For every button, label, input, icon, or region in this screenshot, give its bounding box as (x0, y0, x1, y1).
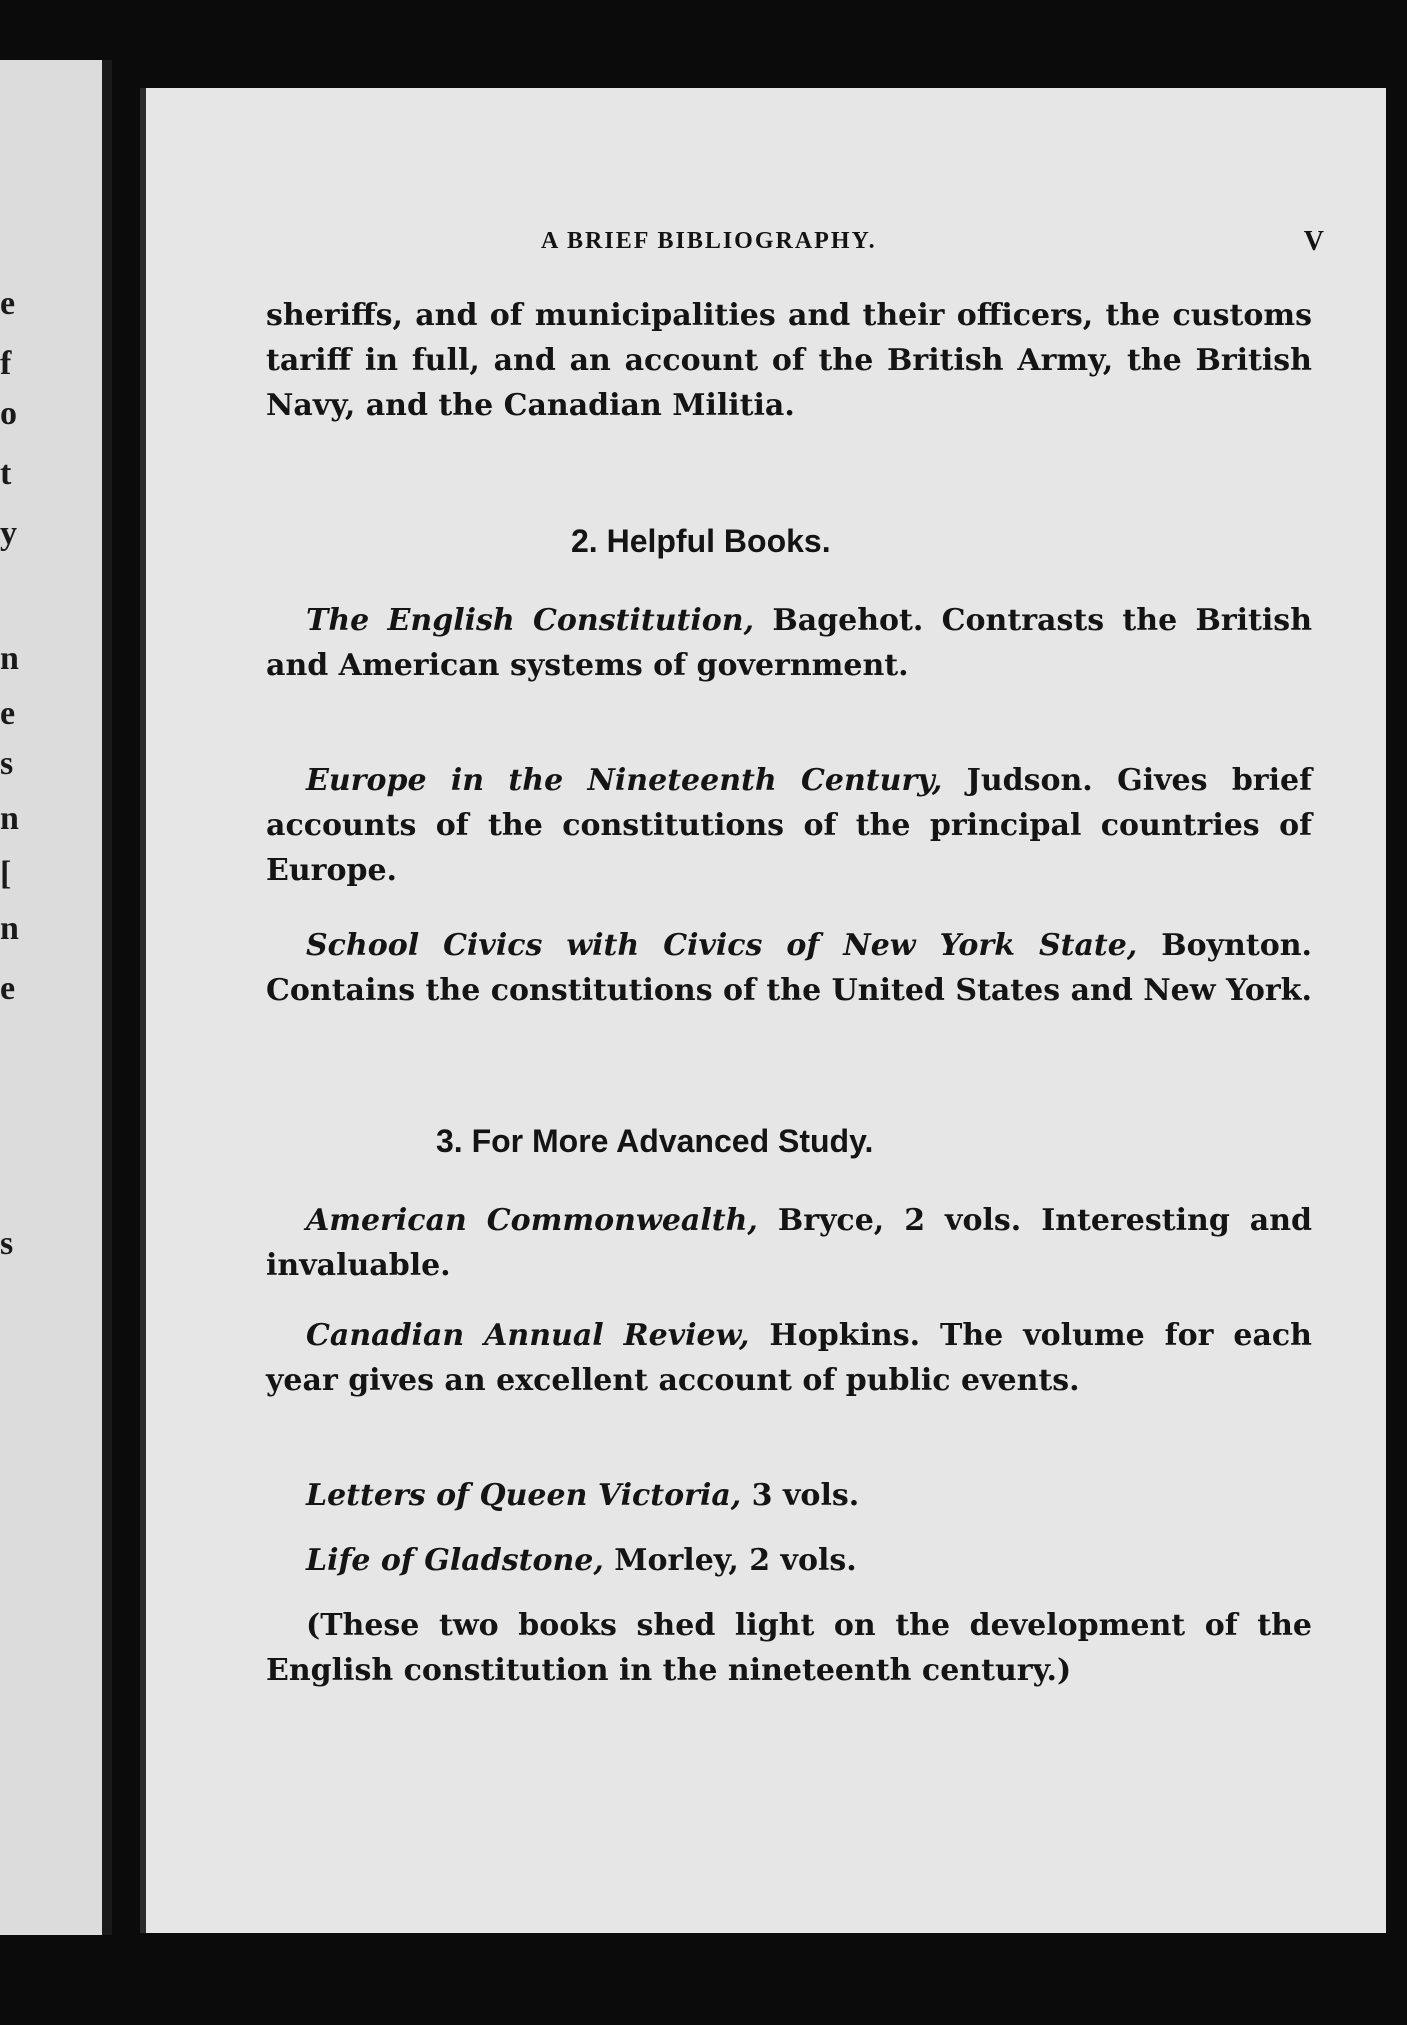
margin-letter: n (0, 910, 19, 947)
bibliography-entry (266, 1473, 1312, 1518)
margin-letter: e (0, 285, 16, 322)
entry-text: Boynton. Contains the constitutions of the United States and New York. (266, 928, 1312, 1008)
margin-letter: s (0, 745, 14, 782)
section-heading: 3. For More Advanced Study. (436, 1123, 874, 1159)
entry-title: Europe in the Nineteenth Century, (306, 763, 943, 798)
margin-letter: n (0, 640, 19, 677)
bibliography-entry (266, 1313, 1312, 1403)
entry-title: Canadian Annual Review, (306, 1318, 750, 1353)
entry-title: American Commonwealth, (306, 1203, 758, 1238)
bibliography-entry (266, 1198, 1312, 1288)
entry-title: School Civics with Civics of New York State, (306, 928, 1138, 963)
facing-page-margin-letters (0, 60, 100, 1940)
entry-text: (These two books shed light on the development of the English constitution in the nineteenth century.) (266, 1608, 1312, 1688)
bibliography-entry (266, 923, 1312, 1013)
intro-paragraph: sheriffs, and of municipalities and their officers, the customs tariff in full, and an account of the British Army, the British Navy, and the Canadian Militia. (266, 298, 1312, 423)
scan-bottom-border (0, 1935, 1407, 2025)
entry-text: 3 vols. (741, 1478, 860, 1513)
entry-title: Life of Gladstone, (306, 1543, 604, 1578)
margin-letter: e (0, 970, 16, 1007)
running-title: A BRIEF BIBLIOGRAPHY. (541, 228, 877, 254)
entry-text: Morley, 2 vols. (603, 1543, 857, 1578)
margin-letter: e (0, 695, 16, 732)
entry-text: Hopkins. The volume for each year gives an excellent account of public events. (266, 1318, 1312, 1398)
margin-letter: f (0, 345, 12, 382)
entry-text: Bagehot. Contrasts the British and American systems of government. (266, 603, 1313, 683)
margin-letter: o (0, 395, 17, 432)
page-number: V (1303, 226, 1326, 257)
book-spine (102, 60, 112, 1940)
bibliography-entry (266, 758, 1312, 893)
entry-title: Letters of Queen Victoria, (306, 1478, 742, 1513)
bibliography-entry (266, 598, 1312, 688)
bibliography-entry (266, 1538, 1312, 1583)
entry-title: The English Constitution, (306, 603, 755, 638)
bibliography-note (266, 1603, 1312, 1693)
entry-text: Judson. Gives brief accounts of the constitutions of the principal countries of Europe. (266, 763, 1312, 888)
book-page (140, 88, 1386, 1933)
margin-letter: y (0, 515, 17, 552)
entry-text: Bryce, 2 vols. Interesting and invaluable. (266, 1203, 1313, 1283)
section-heading: 2. Helpful Books. (571, 523, 831, 559)
margin-letter: s (0, 1225, 14, 1262)
margin-letter: t (0, 455, 12, 492)
margin-letter: n (0, 800, 19, 837)
facing-page-edge (0, 60, 112, 1940)
margin-letter: [ (0, 855, 12, 892)
